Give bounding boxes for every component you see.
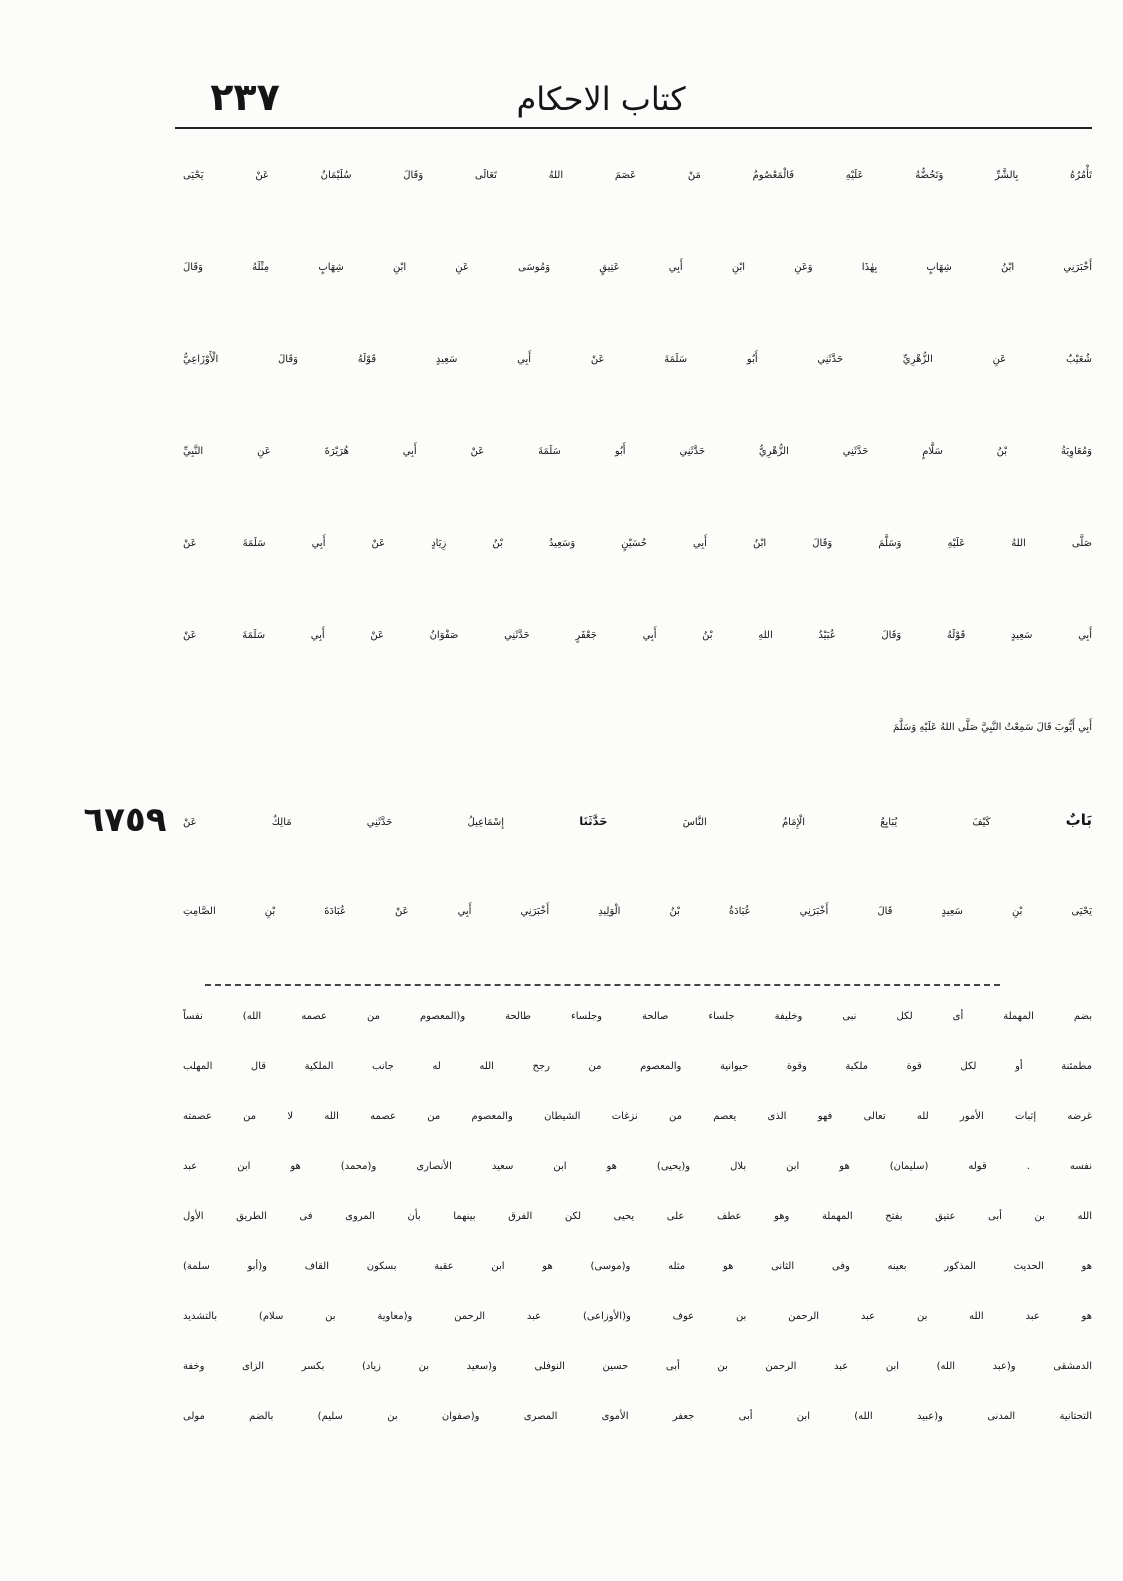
narration-marker: حَدَّثَنَا xyxy=(579,814,608,828)
text-line: شُعَيْبٌ عَنِ الزُّهْرِيِّ حَدَّثَنِي أَبُو سَلَمَةَ عَنْ أَبِي سَعِيدٍ قَوْلَهُ وَقَالَ الْأَوْزَاعِيُّ xyxy=(183,354,1092,365)
text-line: أَبِي سَعِيدٍ قَوْلَهُ وَقَالَ عُبَيْدُ اللهِ بْنُ أَبِي جَعْفَرٍ حَدَّثَنِي صَفْوَانُ عَنْ أَبِي سَلَمَةَ عَنْ xyxy=(183,630,1092,641)
isnad-start: إِسْمَاعِيلُ حَدَّثَنِي مَالِكٌ عَنْ xyxy=(183,817,505,828)
footnote-line: مطمئنة أو لكل قوة ملكية وقوة حيوانية والمعصوم من رجح الله له جانب الملكية قال المهلب xyxy=(183,1061,1092,1072)
hadith-number: ٦٧٥٩ xyxy=(83,800,167,840)
footnote-line: الله بن أبى عتيق بفتح المهملة وهو عطف على يحيى لكن الفرق بينهما بأن المروى فى الطريق الأول xyxy=(183,1211,1092,1222)
footnotes xyxy=(183,992,1092,1442)
text-line: وَمُعَاوِيَةُ بْنُ سَلَّامٍ حَدَّثَنِي الزُّهْرِيُّ حَدَّثَنِي أَبُو سَلَمَةَ عَنْ أَبِي هُرَيْرَةَ عَنِ النَّبِيِّ xyxy=(183,446,1092,457)
text-line: يَحْيَى بْنِ سَعِيدٍ قَالَ أَخْبَرَنِي عُبَادَةُ بْنُ الْوَلِيدِ أَخْبَرَنِي أَبِي عَنْ عُبَادَةَ بْنِ الصَّامِتِ xyxy=(183,906,1092,917)
text-line: أَبِي أَيُّوبَ قَالَ سَمِعْتُ النَّبِيَّ صَلَّى اللهُ عَلَيْهِ وَسَلَّمَ xyxy=(892,722,1092,733)
text-line: صَلَّى اللهُ عَلَيْهِ وَسَلَّمَ وَقَالَ ابْنُ أَبِي حُسَيْنٍ وَسَعِيدُ بْنُ زِيَادٍ عَنْ أَبِي سَلَمَةَ عَنْ xyxy=(183,538,1092,549)
page-number: ٢٣٧ xyxy=(210,75,280,119)
hadith-text xyxy=(183,130,1092,958)
footnote-line: نفسه . قوله (سليمان) هو ابن بلال و(يحيى) هو ابن سعيد الأنصارى و(محمد) هو ابن عبد xyxy=(183,1161,1092,1172)
text-line: تَأْمُرُهُ بِالشَّرِّ وَتَحُضُّهُ عَلَيْهِ فَالْمَعْصُومُ مَنْ عَصَمَ اللهُ تَعَالَى وَقَالَ سُلَيْمَانُ عَنْ يَحْيَى xyxy=(183,170,1092,181)
chapter-heading: كَيْفَ يُبَايِعُ الْإِمَامُ النَّاسَ xyxy=(682,817,991,828)
text-line: أَخْبَرَنِي ابْنُ شِهَابٍ بِهٰذَا وَعَنِ ابْنِ أَبِي عَتِيقٍ وَمُوسَى عَنِ ابْنِ شِهَابٍ مِثْلَهُ وَقَالَ xyxy=(183,262,1092,273)
footnote-line: غرضه إثبات الأمور لله تعالى فهو الذى يعصم من نزغات الشيطان والمعصوم من عصمه الله لا من عصمته xyxy=(183,1111,1092,1122)
footnote-line: هو عبد الله بن عبد الرحمن بن عوف و(الأوزاعى) عبد الرحمن و(معاوية بن سلام) بالتشديد xyxy=(183,1311,1092,1322)
chapter-label: بَابٌ xyxy=(1065,811,1092,829)
header-rule xyxy=(175,127,1092,129)
footnote-line: التحتانية المدنى و(عبيد الله) ابن أبى جعفر الأموى المصرى و(صفوان بن سليم) بالضم مولى xyxy=(183,1411,1092,1422)
footnote-separator xyxy=(205,984,1000,986)
footnote-line: الدمشقى و(عبد الله) ابن عبد الرحمن بن أبى حسين النوفلى و(سعيد بن زياد) بكسر الزاى وخفة xyxy=(183,1361,1092,1372)
chapter-line xyxy=(183,774,1092,866)
footnote-line: هو الحديث المذكور بعينه وفى الثانى هو مثله و(موسى) هو ابن عقبة بسكون القاف و(أبو سلمة) xyxy=(183,1261,1092,1272)
book-title: كتاب الاحكام xyxy=(516,80,686,118)
footnote-line: بضم المهملة أى لكل نبى وخليفة جلساء صالحة وجلساء طالحة و(المعصوم من عصمه الله) نفساً xyxy=(183,1011,1092,1022)
